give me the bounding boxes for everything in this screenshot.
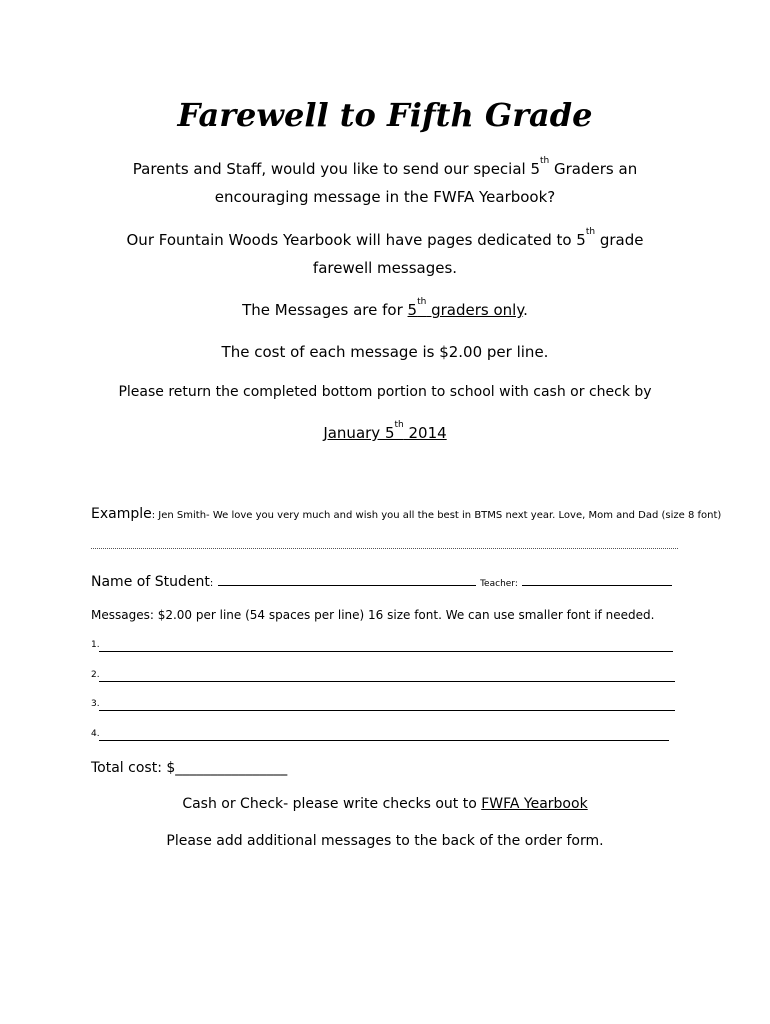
- total-cost[interactable]: Total cost: $________________: [91, 760, 288, 776]
- message-line-4[interactable]: [91, 729, 669, 743]
- message-line-number: 1.: [91, 640, 100, 650]
- intro-line-2: encouraging message in the FWFA Yearbook?: [214, 188, 556, 206]
- student-row: [91, 571, 672, 590]
- payment-line: Cash or Check- please write checks out to FWFA Yearbook: [182, 796, 588, 812]
- cut-line: [91, 548, 678, 549]
- teacher-label: Teacher:: [480, 579, 518, 589]
- message-line-number: 2.: [91, 670, 100, 680]
- intro-line-1: Parents and Staff, would you like to send our special 5th Graders an: [132, 156, 638, 178]
- student-name-field[interactable]: [218, 571, 476, 586]
- student-colon: :: [209, 578, 214, 589]
- messages-info: Messages: $2.00 per line (54 spaces per line) 16 size font. We can use smaller font if needed.: [91, 608, 655, 622]
- message-line-number: 3.: [91, 699, 100, 709]
- teacher-name-field[interactable]: [522, 571, 672, 586]
- page-title: Farewell to Fifth Grade: [177, 96, 593, 134]
- restriction-line: The Messages are for 5th graders only.: [242, 297, 528, 319]
- student-label: Name of Student: [91, 574, 210, 590]
- example-text: : Jen Smith- We love you very much and wish you all the best in BTMS next year. Love, Mom and Dad (size 8 font): [151, 510, 722, 521]
- pages-line-2: farewell messages.: [312, 259, 458, 277]
- example-label: Example: [91, 506, 152, 522]
- return-instruction: Please return the completed bottom portion to school with cash or check by: [118, 384, 652, 400]
- due-date: January 5th 2014: [323, 420, 447, 442]
- cost-line: The cost of each message is $2.00 per line.: [221, 343, 549, 361]
- message-line-1[interactable]: [91, 640, 673, 654]
- payee: FWFA Yearbook: [481, 796, 588, 812]
- message-line-2[interactable]: [91, 670, 675, 684]
- example-line: [91, 506, 721, 522]
- pages-line-1: Our Fountain Woods Yearbook will have pages dedicated to 5th grade: [126, 227, 644, 249]
- additional-note: Please add additional messages to the back of the order form.: [166, 833, 604, 849]
- message-line-3[interactable]: [91, 699, 675, 713]
- message-line-number: 4.: [91, 729, 100, 739]
